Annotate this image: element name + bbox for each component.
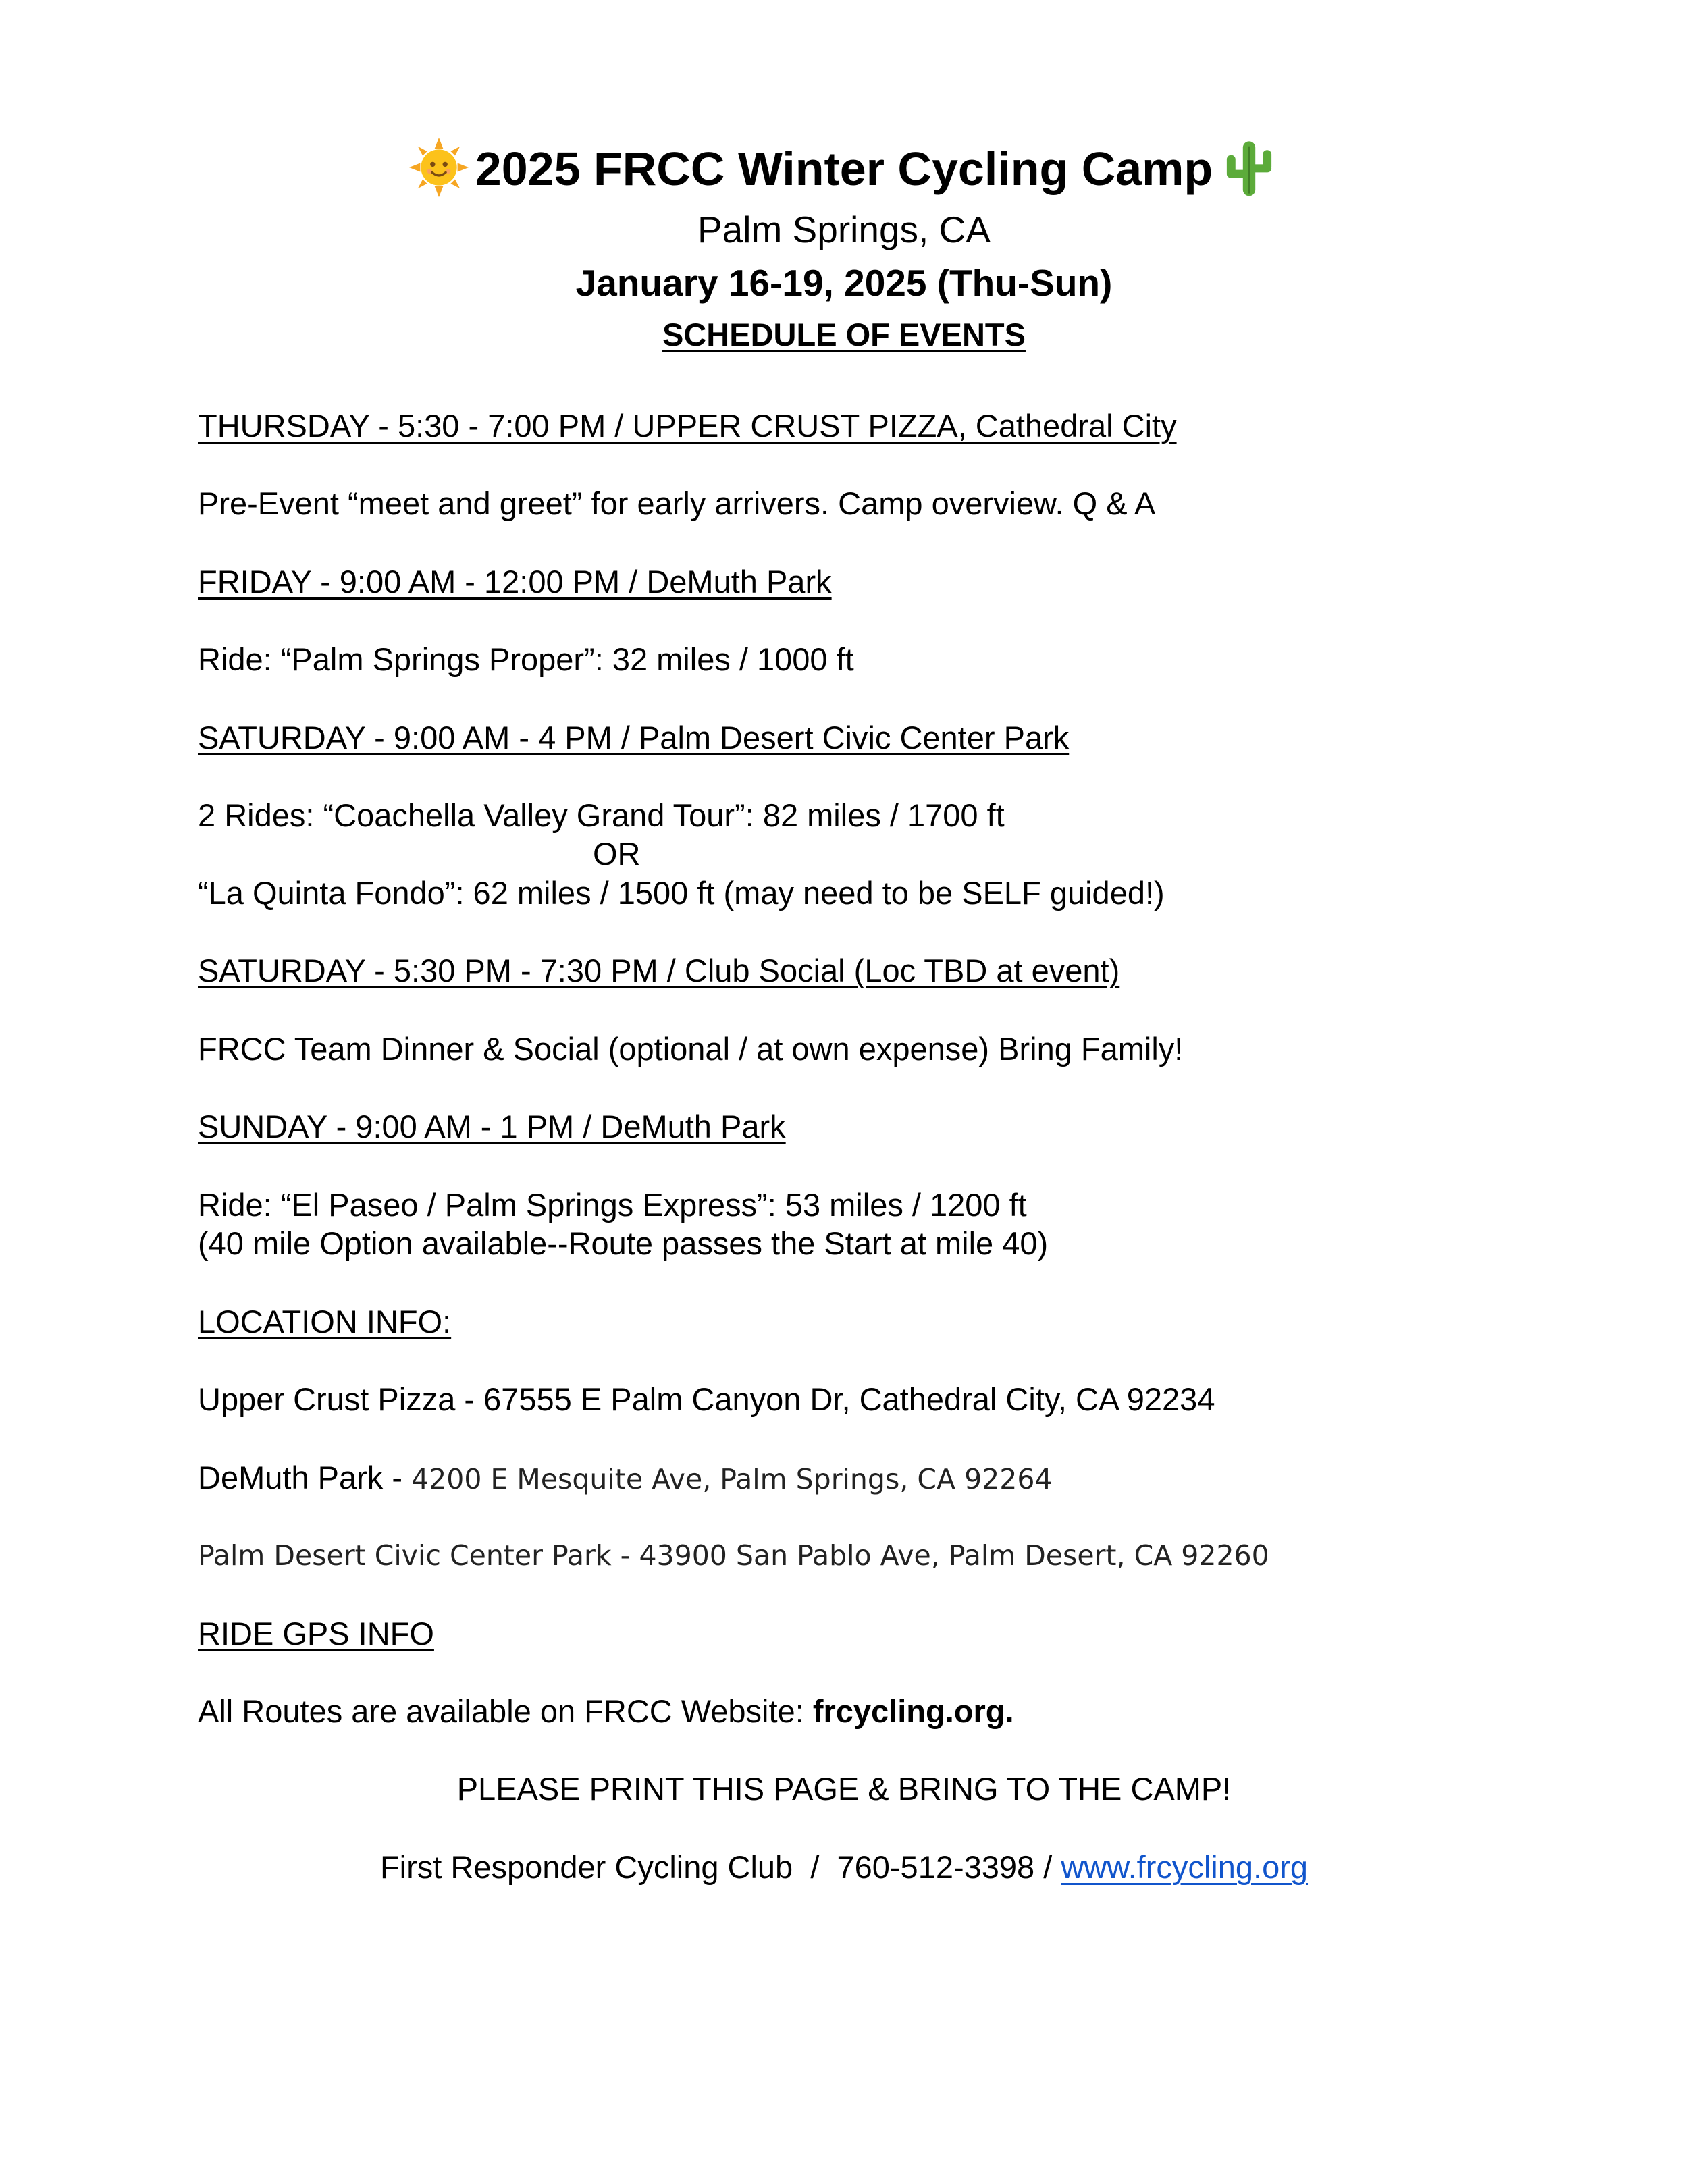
- contact-text: First Responder Cycling Club / 760-512-3398 /: [379, 1849, 1061, 1885]
- event-location: Palm Springs, CA: [697, 209, 991, 250]
- location-info-heading: LOCATION INFO:: [198, 1304, 452, 1339]
- saturday-social-heading: SATURDAY - 5:30 PM - 7:30 PM / Club Social (Loc TBD at event): [198, 953, 1120, 988]
- saturday-heading: SATURDAY - 9:00 AM - 4 PM / Palm Desert Civic Center Park: [198, 720, 1070, 755]
- gps-info-text: All Routes are available on FRCC Website:: [198, 1693, 813, 1729]
- saturday-ride-option-2: “La Quinta Fondo”: 62 miles / 1500 ft (may need to be SELF guided!): [198, 875, 1165, 911]
- print-notice: PLEASE PRINT THIS PAGE & BRING TO THE CAMP!: [456, 1771, 1232, 1807]
- saturday-ride-option-1: 2 Rides: “Coachella Valley Grand Tour”: 82 miles / 1700 ft: [198, 797, 1005, 833]
- sunday-description: Ride: “El Paseo / Palm Springs Express”: 53 miles / 1200 ft: [198, 1187, 1027, 1223]
- civic-center-address: Palm Desert Civic Center Park - 43900 San Pablo Ave, Palm Desert, CA 92260: [198, 1539, 1269, 1572]
- demuth-park-address: 4200 E Mesquite Ave, Palm Springs, CA 92264: [411, 1463, 1053, 1495]
- schedule-heading: SCHEDULE OF EVENTS: [662, 317, 1026, 352]
- sunday-description-option: (40 mile Option available--Route passes the Start at mile 40): [198, 1225, 1049, 1261]
- upper-crust-address: Upper Crust Pizza - 67555 E Palm Canyon Dr, Cathedral City, CA 92234: [198, 1381, 1215, 1417]
- saturday-or: OR: [593, 836, 641, 872]
- friday-heading: FRIDAY - 9:00 AM - 12:00 PM / DeMuth Park: [198, 564, 832, 600]
- page-title: 2025 FRCC Winter Cycling Camp: [475, 142, 1213, 195]
- cactus-icon: [1218, 136, 1280, 198]
- thursday-description: Pre-Event “meet and greet” for early arrivers. Camp overview. Q & A: [198, 485, 1156, 521]
- event-dates: January 16-19, 2025 (Thu-Sun): [575, 262, 1113, 304]
- contact-row: [0, 1848, 1688, 1886]
- saturday-social-description: FRCC Team Dinner & Social (optional / at own expense) Bring Family!: [198, 1031, 1184, 1067]
- website-link[interactable]: www.frcycling.org: [1061, 1849, 1309, 1885]
- page-title-row: [0, 135, 1688, 204]
- demuth-park-separator: -: [383, 1460, 412, 1495]
- gps-info-row: [198, 1693, 1014, 1730]
- thursday-heading: THURSDAY - 5:30 - 7:00 PM / UPPER CRUST PIZZA, Cathedral City: [198, 408, 1177, 444]
- demuth-park-name: DeMuth Park: [198, 1460, 384, 1495]
- sunday-heading: SUNDAY - 9:00 AM - 1 PM / DeMuth Park: [198, 1109, 786, 1144]
- sun-with-face-icon: [408, 136, 470, 198]
- demuth-park-address-row: [198, 1459, 1053, 1498]
- gps-info-site: frcycling.org.: [812, 1693, 1014, 1729]
- ride-gps-heading: RIDE GPS INFO: [198, 1616, 434, 1651]
- friday-description: Ride: “Palm Springs Proper”: 32 miles / 1000 ft: [198, 641, 854, 677]
